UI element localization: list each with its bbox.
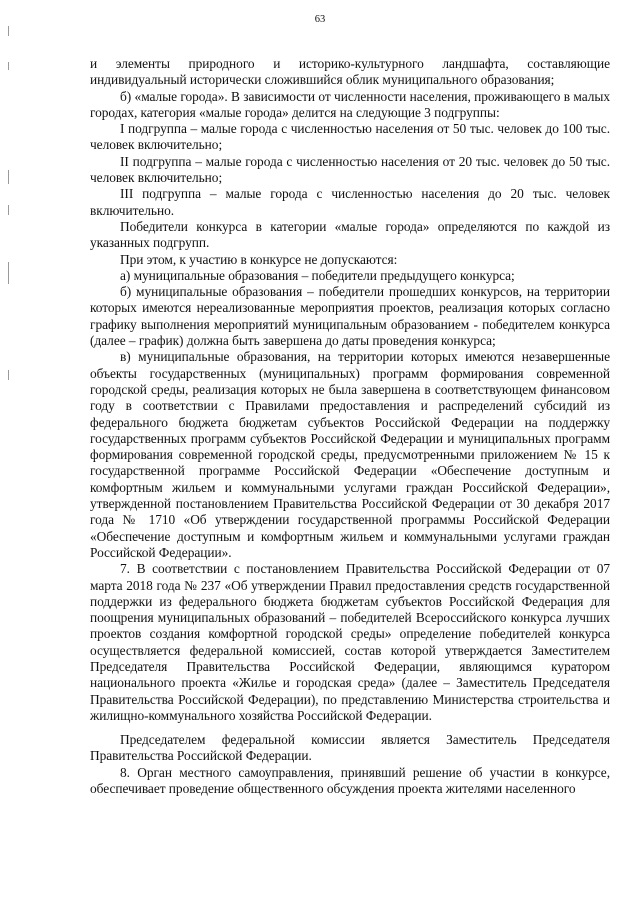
- paragraph-3: I подгруппа – малые города с численностью населения от 50 тыс. человек до 100 тыс. человек включительно;: [90, 121, 610, 153]
- paragraph-5: III подгруппа – малые города с численностью населения до 20 тыс. человек включительно.: [90, 186, 610, 218]
- paragraph-1: и элементы природного и историко-культурного ландшафта, составляющие индивидуальный исторически сложившийся облик муниципального образования;: [90, 56, 610, 88]
- document-body: [90, 56, 610, 797]
- paragraph-6: Победители конкурса в категории «малые города» определяются по каждой из указанных подгрупп.: [90, 218, 610, 251]
- binding-marks: [0, 0, 18, 905]
- paragraph-9: б) муниципальные образования – победители прошедших конкурсов, на территории которых имеются нереализованные мероприятия проектов, реализация которых согласно графику выполнения мероприятий муниципальным образованием - победителем конкурса (далее – график) должна быть завершена до даты проведения конкурса;: [90, 284, 610, 349]
- paragraph-4: II подгруппа – малые города с численностью населения от 20 тыс. человек до 50 тыс. человек включительно;: [90, 153, 610, 186]
- paragraph-12: Председателем федеральной комиссии является Заместитель Председателя Правительства Российской Федерации.: [90, 732, 610, 764]
- paragraph-10: в) муниципальные образования, на территории которых имеются незавершенные объекты государственных (муниципальных) программ формирования современной городской среды, реализация которых не была завершена в соответствующем финансовом году в соответствии с Правилами предоставления и распределений субсидий из федерального бюджета бюджетам субъектов Российской Федерации на поддержку государственных программ субъектов Российской Федерации и муниципальных программ формирования современной городской среды, предусмотренными приложением № 15 к государственной программе Российской Федерации «Обеспечение доступным и комфортным жильем и коммунальными услугами граждан Российской Федерации», утвержденной постановлением Правительства Российской Федерации от 30 декабря 2017 года № 1710 «Об утверждении государственной программы Российской Федерации «Обеспечение доступным и комфортным жильем и коммунальными услугами граждан Российской Федерации».: [90, 349, 610, 560]
- paragraph-11: 7. В соответствии с постановлением Правительства Российской Федерации от 07 марта 2018 года № 237 «Об утверждении Правил предоставления средств государственной поддержки из федерального бюджета бюджетам субъектов Российской Федерация для поощрения муниципальных образований – победителей Всероссийского конкурса лучших проектов создания комфортной городской среды» определение победителей конкурса осуществляется федеральной комиссией, состав которой утверждается Заместителем Председателя Правительства Российской Федерации, являющимся куратором национального проекта «Жилье и городская среда» (далее – Заместитель Председателя Правительства Российской Федерации), по представлению Министерства строительства и жилищно-коммунального хозяйства Российской Федерации.: [90, 561, 610, 723]
- paragraph-8: а) муниципальные образования – победители предыдущего конкурса;: [120, 267, 515, 283]
- paragraph-2: б) «малые города». В зависимости от численности населения, проживающего в малых городах, категория «малые города» делится на следующие 3 подгруппы:: [90, 88, 610, 120]
- page-number: 63: [314, 14, 326, 25]
- paragraph-13: 8. Орган местного самоуправления, принявший решение об участии в конкурсе, обеспечивает проведение общественного обсуждения проекта жителями населенного: [90, 764, 610, 797]
- paragraph-7: При этом, к участию в конкурсе не допускаются:: [120, 251, 398, 267]
